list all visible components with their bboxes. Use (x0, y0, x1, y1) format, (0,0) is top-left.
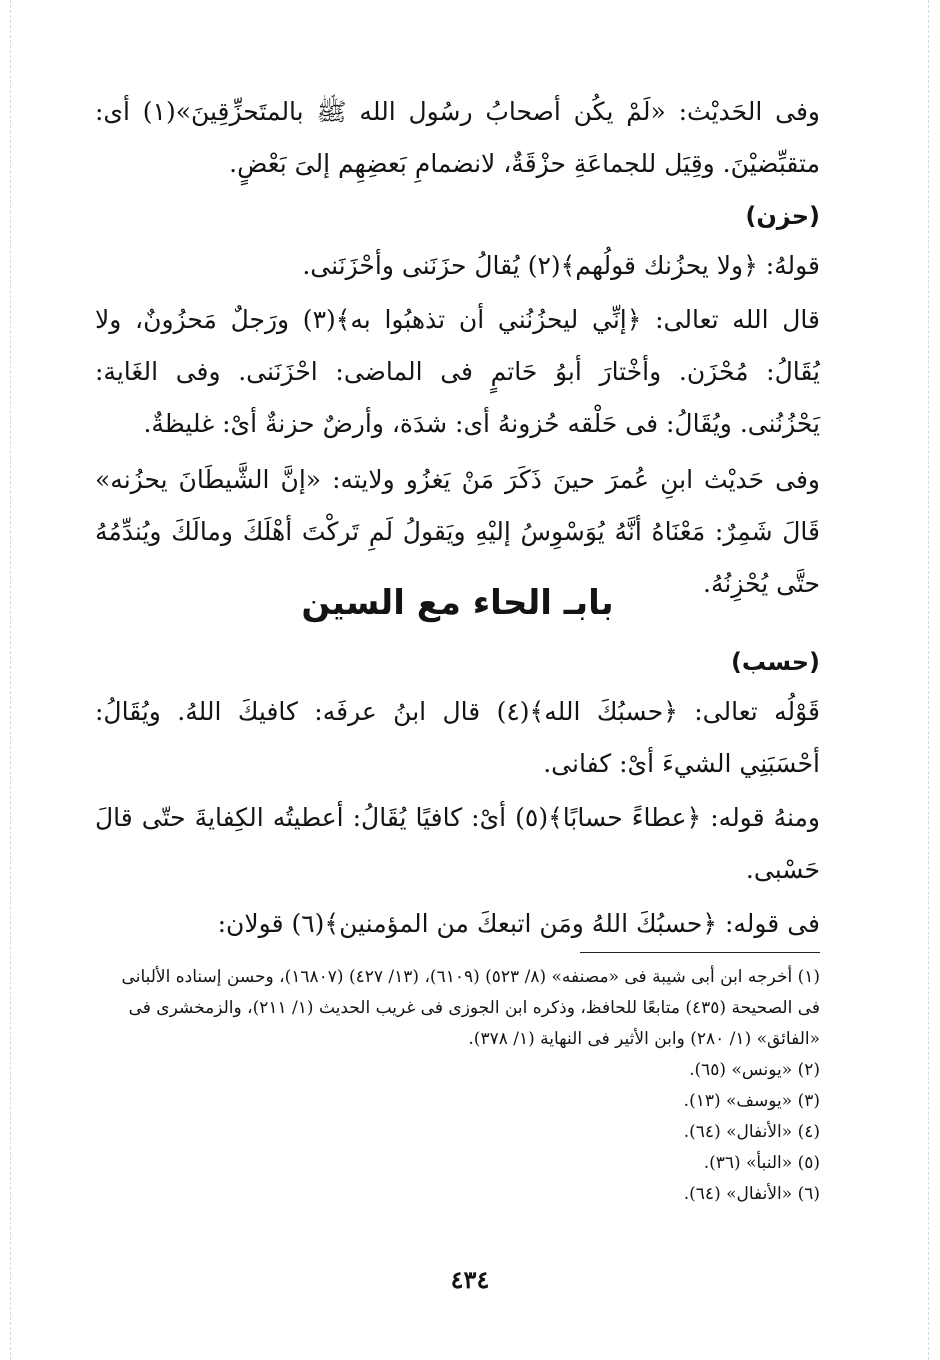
footnote-5: (٥) «النبأ» (٣٦). (703, 1153, 820, 1173)
page-number: ٤٣٤ (450, 1265, 490, 1294)
paragraph-hsb-3: فى قوله: ﴿حسبُكَ اللهُ ومَن اتبعكَ من المؤمنين﴾(٦) قولان: (217, 909, 820, 938)
paragraph-hzn-2: قال الله تعالى: ﴿إنِّي ليحزُنُني أن تذهبُوا به﴾(٣) ورَجلٌ مَحزُونٌ، ولا يُقَالُ: مُحْزَن. وأخْتارَ أبوُ حَاتمٍ فى الماضى: احْزَنَنى. وفى الغَاية: يَحْزُنُنى. ويُقَالُ: فى حَلْقه حُزونهُ أى: شدَة، وأرضٌ حزنةٌ أىْ: غليظةٌ. (95, 305, 820, 438)
entry-heading-hzn: (حزن) (745, 202, 820, 230)
footnote-4: (٤) «الأنفال» (٦٤). (683, 1122, 820, 1142)
footnote-1: (١) أخرجه ابن أبى شيبة فى «مصنفه» (٨/ ٥٢٣) (٦١٠٩)، (١٣/ ٤٢٧) (١٦٨٠٧)، وحسن إسناده الألبانى فى الصحيحة (٤٣٥) متابعًا للحافظ، وذكره ابن الجوزى فى غريب الحديث (١/ ٢١١)، والزمخشرى فى «الفائق» (١/ ٢٨٠) وابن الأثير فى النهاية (١/ ٣٧٨). (121, 967, 820, 1049)
paragraph-hadith-tahazzuq: وفى الحَديْث: «لَمْ يكُن أصحابُ رسُول الله ﷺ بالمتَحزِّقِينَ»(١) أى: متقبِّضيْنَ. وقِيَل للجماعَةِ حزْقَةٌ، لانضمامِ بَعضِهِم إلىَ بَعْضٍ. (95, 97, 821, 178)
paragraph-hsb-2: ومنهُ قوله: ﴿عطاءً حسابًا﴾(٥) أىْ: كافيًا يُقَالُ: أعطيتُه الكِفايةَ حتّى قالَ حَسْبى. (95, 803, 821, 884)
footnote-6: (٦) «الأنفال» (٦٤). (683, 1184, 820, 1204)
footnote-3: (٣) «يوسف» (١٣). (683, 1091, 820, 1111)
footnote-separator (580, 952, 820, 953)
footnote-2: (٢) «يونس» (٦٥). (689, 1060, 820, 1080)
body-section-hsb (95, 642, 820, 950)
page-edge-left (10, 0, 11, 1360)
body-section-top (95, 86, 820, 610)
entry-heading-hsb: (حسب) (730, 648, 820, 676)
page-edge-right (928, 0, 929, 1360)
paragraph-hsb-1: قَوْلُه تعالى: ﴿حسبُكَ الله﴾(٤) قال ابنُ عرفَه: كافيكَ اللهُ. ويُقَالُ: أحْسَبَنِي الشيءَ أىْ: كفانى. (95, 697, 821, 778)
chapter-title: بابـ الحاء مع السين (301, 583, 614, 623)
paragraph-hzn-1: قولهُ: ﴿ولا يحزُنك قولُهم﴾(٢) يُقالُ حزَنَنى وأحْزَنَنى. (302, 251, 820, 280)
paragraph-hzn-3: وفى حَديْث ابنِ عُمرَ حينَ ذَكَرَ مَنْ يَغزُو ولايته: «إنَّ الشَّيطَانَ يحزُنه» قَالَ شَمِرٌ: مَعْنَاهُ أنَّهُ يُوَسْوِسُ إليْهِ ويَقولُ لَمِ تَركْتَ أهْلَكَ ومالَكَ ويُندِّمُهُ حتَّى يُحْزِنُهُ. (95, 465, 820, 598)
footnotes (95, 962, 820, 1210)
